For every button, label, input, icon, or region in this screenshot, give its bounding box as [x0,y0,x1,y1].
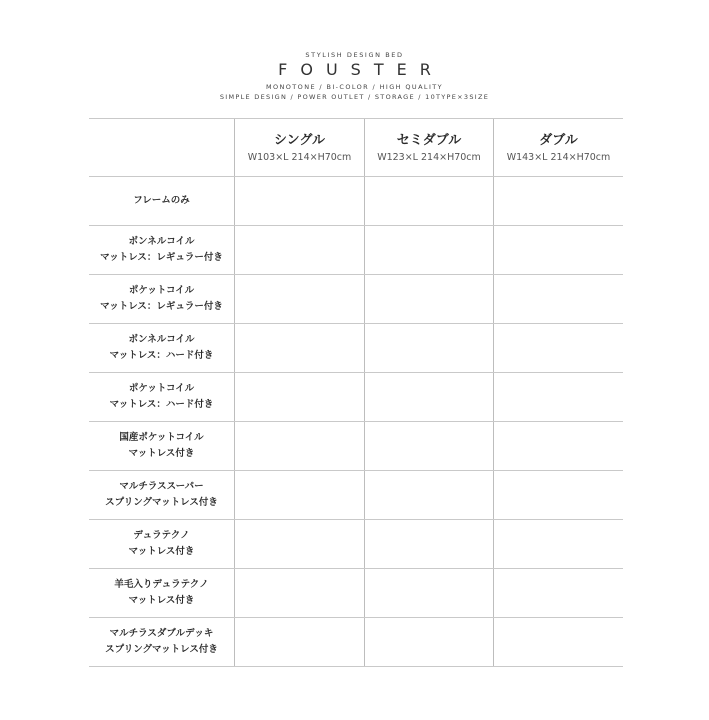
table-cell [494,618,624,667]
row-label-line2: マットレス付き [128,546,195,557]
row-label [89,618,235,667]
table-cell [235,569,365,618]
table-cell [494,324,624,373]
row-label [89,373,235,422]
table-cell [235,177,365,226]
row-label-line2: マットレス：ハード付き [109,399,214,410]
table-row [89,520,623,569]
table-cell [235,275,365,324]
size-name: ダブル [539,132,578,148]
table-cell [494,422,624,471]
table-row [89,324,623,373]
table-row [89,471,623,520]
table-row [89,618,623,667]
row-label-line2: マットレス：ハード付き [109,350,214,361]
table-cell [365,324,494,373]
table-cell [365,275,494,324]
table-cell [494,177,624,226]
row-label [89,177,235,226]
table-cell [365,422,494,471]
table-cell [365,569,494,618]
row-label [89,275,235,324]
table-row [89,422,623,471]
row-label-line2: スプリングマットレス付き [105,644,218,655]
table-cell [235,618,365,667]
table-cell [365,618,494,667]
table-cell [235,471,365,520]
table-cell [494,471,624,520]
row-label [89,324,235,373]
table-cell [494,569,624,618]
row-label-line2: マットレス：レギュラー付き [100,252,223,263]
row-label [89,569,235,618]
row-label-line1: マルチラスダブルデッキ [109,628,214,639]
size-name: セミダブル [396,132,462,148]
brand-tagline-2: SIMPLE DESIGN / POWER OUTLET / STORAGE / 10TYPE×3SIZE [219,93,490,101]
row-label-line1: フレームのみ [133,195,190,206]
header-semi-double [365,119,494,177]
brand-tagline-1: MONOTONE / BI-COLOR / HIGH QUALITY [266,83,443,91]
row-label-line2: マットレス：レギュラー付き [100,301,223,312]
table-cell [494,520,624,569]
table-row [89,275,623,324]
table-cell [365,177,494,226]
row-label-line1: マルチラススーパー [119,481,204,492]
row-label [89,471,235,520]
row-label-line1: ポケットコイル [128,383,195,394]
row-label-line1: ポケットコイル [128,285,195,296]
table-header-row [89,119,623,177]
table-row [89,569,623,618]
table-row [89,226,623,275]
row-label-line1: ボンネルコイル [128,236,195,247]
row-label-line1: 羊毛入りデュラテクノ [114,579,209,590]
table-cell [235,520,365,569]
table-cell [494,275,624,324]
brand-logo: FOUSTER [278,60,444,79]
row-label-line1: デュラテクノ [133,530,190,541]
row-label-line1: ボンネルコイル [128,334,195,345]
size-dimensions: W143×L 214×H70cm [506,151,611,163]
header-blank-cell [89,119,235,177]
row-label [89,520,235,569]
table-cell [494,373,624,422]
table-cell [365,373,494,422]
size-dimensions: W123×L 214×H70cm [377,151,481,163]
table-cell [365,520,494,569]
table-cell [365,471,494,520]
row-label-line1: 国産ポケットコイル [119,432,204,443]
size-dimensions: W103×L 214×H70cm [247,151,352,163]
table-cell [365,226,494,275]
size-name: シングル [273,132,326,148]
table-row [89,177,623,226]
header-double [494,119,624,177]
row-label-line2: マットレス付き [128,595,195,606]
size-type-table [89,118,623,667]
table-cell [235,373,365,422]
brand-subtitle: STYLISH DESIGN BED [305,51,404,59]
row-label [89,422,235,471]
header-single [235,119,365,177]
table-cell [494,226,624,275]
row-label-line2: スプリングマットレス付き [105,497,218,508]
table-cell [235,422,365,471]
table-row [89,373,623,422]
table-cell [235,324,365,373]
table-cell [235,226,365,275]
row-label-line2: マットレス付き [128,448,195,459]
row-label [89,226,235,275]
